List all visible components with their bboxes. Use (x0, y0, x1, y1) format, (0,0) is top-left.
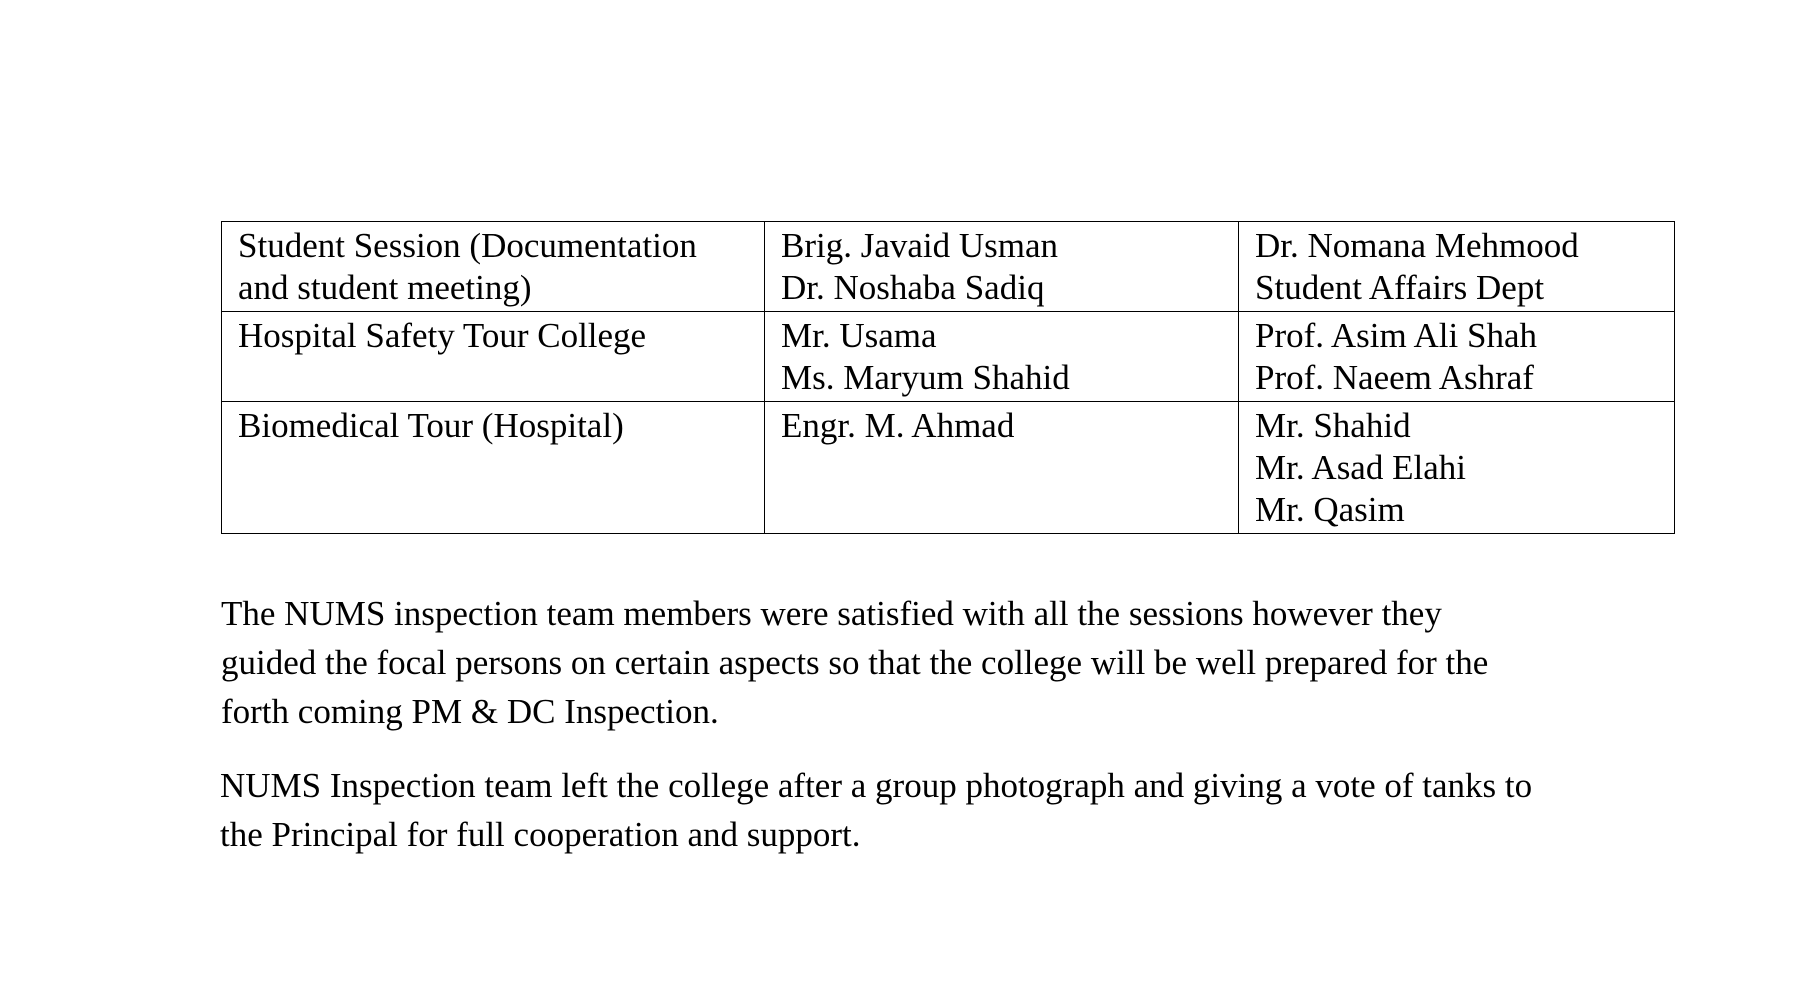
cell-line: Engr. M. Ahmad (781, 406, 1015, 445)
focal-persons-cell (765, 222, 1239, 312)
paragraph-line: the Principal for full cooperation and support. (220, 815, 861, 854)
session-cell (222, 312, 765, 402)
cell-line: Dr. Nomana Mehmood (1255, 226, 1579, 265)
team-members-cell (1239, 222, 1675, 312)
session-cell (222, 222, 765, 312)
session-cell (222, 402, 765, 534)
cell-line: Ms. Maryum Shahid (781, 358, 1070, 397)
table-row (222, 222, 1675, 312)
cell-line: Biomedical Tour (Hospital) (238, 406, 624, 445)
cell-line: Mr. Usama (781, 316, 937, 355)
paragraph-line: forth coming PM & DC Inspection. (221, 692, 719, 731)
cell-line: Student Affairs Dept (1255, 268, 1545, 307)
paragraph-line: guided the focal persons on certain aspects so that the college will be well prepared for the (221, 643, 1489, 682)
table-row (222, 312, 1675, 402)
paragraph-line: The NUMS inspection team members were satisfied with all the sessions however they (221, 594, 1442, 633)
inspection-summary-paragraph (221, 589, 1641, 736)
cell-line: Mr. Qasim (1255, 490, 1405, 529)
paragraph-line: NUMS Inspection team left the college after a group photograph and giving a vote of tanks to (220, 766, 1533, 805)
team-members-cell (1239, 312, 1675, 402)
inspection-sessions-table (221, 221, 1675, 534)
cell-line: Prof. Asim Ali Shah (1255, 316, 1537, 355)
cell-line: Hospital Safety Tour College (238, 316, 647, 355)
cell-line: and student meeting) (238, 268, 532, 307)
cell-line: Brig. Javaid Usman (781, 226, 1059, 265)
cell-line: Dr. Noshaba Sadiq (781, 268, 1045, 307)
cell-line: Prof. Naeem Ashraf (1255, 358, 1534, 397)
focal-persons-cell (765, 402, 1239, 534)
team-members-cell (1239, 402, 1675, 534)
cell-line: Student Session (Documentation (238, 226, 697, 265)
closing-paragraph (220, 761, 1640, 859)
cell-line: Mr. Asad Elahi (1255, 448, 1466, 487)
cell-line: Mr. Shahid (1255, 406, 1411, 445)
table-row (222, 402, 1675, 534)
focal-persons-cell (765, 312, 1239, 402)
